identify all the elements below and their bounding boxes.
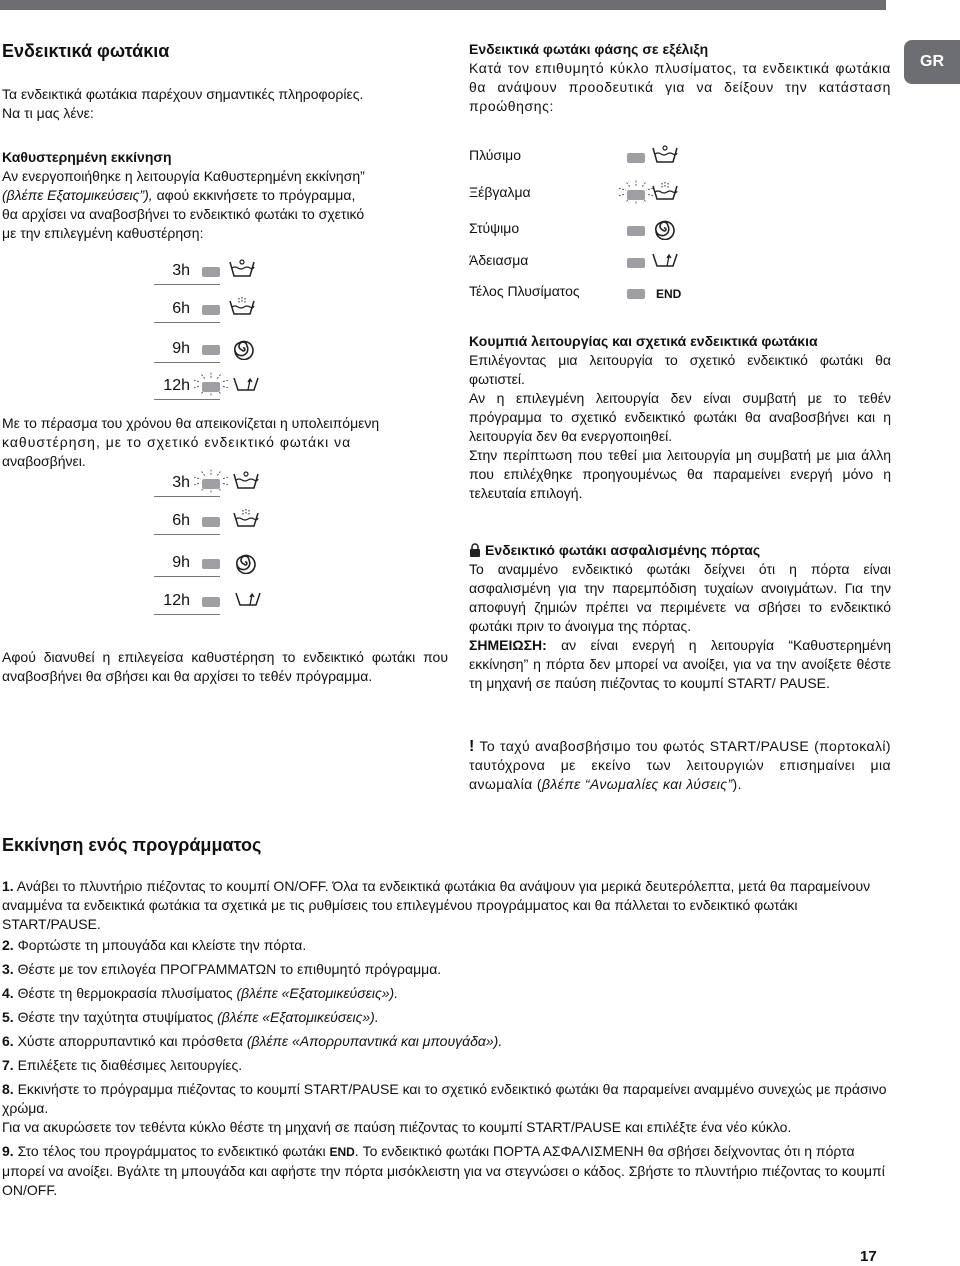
step-text: Στο τέλος του προγράμματος το ενδεικτικό φωτάκι xyxy=(13,1143,330,1159)
buttons-section xyxy=(469,332,891,503)
step-text: Ανάβει το πλυντήριο πιέζοντας το κουμπί ON/OFF. Όλα τα ενδεικτικά φωτάκια θα ανάψουν για μερικά δευτερόλεπτα, μετά θα παραμείνουν αναμμένα τα ενδεικτικά φωτάκια τα σχετικά με τις ρυθμίσεις του επιλεγμένου προγράμματος και θα πάλλεται το ενδεικτικό φωτάκι START/PAUSE. xyxy=(2,878,871,932)
step-number: 8. xyxy=(2,1081,14,1097)
warning-icon: ! xyxy=(469,738,475,755)
start-steps xyxy=(2,877,892,1200)
delay-label: 6h xyxy=(172,300,190,317)
drain-icon xyxy=(234,589,262,609)
delay-label: 3h xyxy=(172,262,190,279)
phase-text: Κατά τον επιθυμητό κύκλο πλυσίματος, τα ενδεικτικά φωτάκια θα ανάψουν προοδευτικά για να δείξουν την κατάσταση προώθησης: xyxy=(469,60,891,114)
delay-text-1: Αν ενεργοποιήθηκε η λειτουργία Καθυστερημένη εκκίνηση” xyxy=(2,168,365,184)
intro-line-2: Να τι μας λένε: xyxy=(2,105,94,121)
end-icon: END xyxy=(656,287,682,301)
step-number: 5. xyxy=(2,1009,14,1025)
led-indicator xyxy=(202,517,220,527)
led-indicator-flashing xyxy=(627,190,645,200)
delay-text-2-rest: αφού εκκινήσετε το πρόγραμμα, xyxy=(152,187,356,203)
start-section xyxy=(2,834,892,856)
led-indicator xyxy=(202,305,220,315)
phase-label: Άδειασμα xyxy=(469,252,529,268)
rinse-icon xyxy=(651,182,679,202)
buttons-heading: Κουμπιά λειτουργίας και σχετικά ενδεικτικά φωτάκια xyxy=(469,333,818,349)
section-title-indicators: Ενδεικτικά φωτάκια xyxy=(2,41,170,61)
delay-row-12h xyxy=(150,377,280,397)
led-indicator-flashing xyxy=(202,382,220,392)
step-text: Θέστε την ταχύτητα στυψίματος xyxy=(13,1009,218,1025)
led-indicator xyxy=(627,289,645,299)
phase-label: Στύψιμο xyxy=(469,220,520,236)
delay-label: 6h xyxy=(172,512,190,529)
step-number: 7. xyxy=(2,1057,14,1073)
delay-label: 9h xyxy=(172,340,190,357)
delay-row-12h xyxy=(150,592,280,612)
step-number: 9. xyxy=(2,1143,14,1159)
delay-label: 9h xyxy=(172,554,190,571)
rinse-icon xyxy=(232,509,260,529)
note-paragraph xyxy=(469,636,891,693)
phase-row-wash xyxy=(469,147,849,169)
delay-row-9h xyxy=(150,554,280,574)
buttons-paragraph-2: Αν η επιλεγμένη λειτουργία δεν είναι συμβατή με το τεθέν πρόγραμμα το σχετικό ενδεικτικό φωτάκι θα αναβοσβήνει και η λειτουργία δεν θα ενεργοποιηθεί. xyxy=(469,390,891,444)
step-number: 6. xyxy=(2,1033,14,1049)
step-number: 2. xyxy=(2,937,14,953)
delay-label: 12h xyxy=(163,377,190,394)
warning-end: ). xyxy=(732,776,742,792)
phase-label: Πλύσιμο xyxy=(469,147,522,163)
led-indicator xyxy=(202,267,220,277)
delay-label: 12h xyxy=(163,592,190,609)
passing-section xyxy=(2,414,452,471)
led-indicator-flashing xyxy=(202,479,220,489)
passing-text-3: αναβοσβήνει. xyxy=(2,453,86,469)
buttons-paragraph-3: Στην περίπτωση που τεθεί μια λειτουργία μη συμβατή με μια άλλη που επιλέχθηκε προηγουμένως θα παραμείνει ενεργή μόνο η τελευταία επιλογή. xyxy=(469,447,891,501)
passing-text-2: καθυστέρηση, με το σχετικό ενδεικτικό φωτάκι να xyxy=(2,434,352,450)
spin-icon xyxy=(234,552,256,574)
step-8 xyxy=(2,1080,892,1118)
spin-icon xyxy=(653,218,675,240)
led-indicator xyxy=(627,226,645,236)
led-indicator xyxy=(202,597,220,607)
step-6 xyxy=(2,1032,892,1051)
phase-label: Τέλος Πλυσίματος xyxy=(469,283,580,299)
step-2 xyxy=(2,936,892,955)
step-text: Θέστε με τον επιλογέα ΠΡΟΓΡΑΜΜΑΤΩΝ το επιθυμητό πρόγραμμα. xyxy=(13,961,442,977)
wash-icon xyxy=(228,259,256,279)
buttons-paragraph-1: Επιλέγοντας μια λειτουργία το σχετικό ενδεικτικό φωτάκι θα φωτιστεί. xyxy=(469,352,891,387)
drain-icon xyxy=(232,374,260,394)
end-icon: END xyxy=(329,1145,355,1159)
lock-heading-line xyxy=(469,541,891,560)
lock-icon xyxy=(469,543,481,557)
led-indicator xyxy=(627,153,645,163)
step-3 xyxy=(2,960,892,979)
delay-row-6h xyxy=(150,512,280,532)
warning-section xyxy=(469,737,891,794)
step-4 xyxy=(2,984,892,1003)
lock-section xyxy=(469,541,891,693)
wash-icon xyxy=(651,145,679,165)
delay-row-3h xyxy=(150,474,280,494)
rinse-icon xyxy=(228,297,256,317)
step-number: 3. xyxy=(2,961,14,977)
step-text-italic: (βλέπε «Εξατομικεύσεις»). xyxy=(217,1009,379,1025)
top-bar xyxy=(0,0,886,10)
step-text: . Το ενδεικτικό φωτάκι ΠΟΡΤΑ ΑΣΦΑΛΙΣΜΕΝΗ θα σβήσει δείχνοντας ότι η πόρτα μπορεί να ανοίξει. Βγάλτε τη μπουγάδα και αφήστε την πόρτα μισόκλειστη για να στεγνώσει ο κάδος. Σβήστε το πλυντήριο πιέζοντας το κουμπί ON/OFF. xyxy=(2,1143,885,1198)
delay-indicator-group-b xyxy=(150,474,280,614)
step-5 xyxy=(2,1008,892,1027)
drain-icon xyxy=(651,250,679,270)
step-text-italic: (βλέπε «Απορρυπαντικά και μπουγάδα»). xyxy=(246,1033,503,1049)
page-number: 17 xyxy=(860,1248,877,1265)
step-9 xyxy=(2,1142,892,1200)
phase-section xyxy=(469,40,891,116)
lock-heading: Ενδεικτικό φωτάκι ασφαλισμένης πόρτας xyxy=(485,542,761,558)
step-text: Φορτώστε τη μπουγάδα και κλείστε την πόρτα. xyxy=(13,937,307,953)
after-text: Αφού διανυθεί η επιλεγείσα καθυστέρηση το ενδεικτικό φωτάκι που αναβοσβήνει θα σβήσει και θα αρχίσει το τεθέν πρόγραμμα. xyxy=(2,649,448,684)
delay-text-2-italic: (βλέπε Εξατομικεύσεις”), xyxy=(2,187,153,203)
phase-row-spin xyxy=(469,220,849,242)
phase-row-drain xyxy=(469,252,849,274)
delay-row-9h xyxy=(150,340,280,360)
led-indicator xyxy=(202,345,220,355)
step-number: 1. xyxy=(2,878,14,894)
warning-italic: βλέπε “Ανωμαλίες και λύσεις” xyxy=(541,776,733,792)
warning-text: Το ταχύ αναβοσβήσιμο του φωτός START/PAUSE (πορτοκαλί) ταυτόχρονα με εκείνο των λειτουργιών επισημαίνει μια ανωμαλία ( xyxy=(469,738,891,792)
delay-text-3: θα αρχίσει να αναβοσβήνει το ενδεικτικό φωτάκι το σχετικό xyxy=(2,206,365,222)
step-number: 4. xyxy=(2,985,14,1001)
delay-section xyxy=(2,148,452,243)
phase-label: Ξέβγαλμα xyxy=(469,184,531,200)
lock-paragraph: Το αναμμένο ενδεικτικό φωτάκι δείχνει ότι η πόρτα είναι ασφαλισμένη για την παρεμπόδιση τυχαίων ανοιγμάτων. Για την αποφυγή ζημιών πρέπει να περιμένετε να σβήσει το ενδεικτικό φωτάκι πριν το άνοιγμα της πόρτας. xyxy=(469,561,891,634)
language-tab: GR xyxy=(904,40,960,84)
phase-row-rinse xyxy=(469,184,849,206)
delay-heading: Καθυστερημένη εκκίνηση xyxy=(2,149,172,165)
note-text: αν είναι ενεργή η λειτουργία “Καθυστερημένη εκκίνηση” η πόρτα δεν μπορεί να ανοίξει, για να την ανοίξετε θέστε τη μηχανή σε παύση πιέζοντας το κουμπί START/ PAUSE. xyxy=(469,637,891,691)
wash-icon xyxy=(232,471,260,491)
step-text-italic: (βλέπε «Εξατομικεύσεις»). xyxy=(236,985,399,1001)
step-text: Χύστε απορρυπαντικό και πρόσθετα xyxy=(13,1033,247,1049)
start-title: Εκκίνηση ενός προγράμματος xyxy=(2,835,262,855)
step-8b: Για να ακυρώσετε τον τεθέντα κύκλο θέστε τη μηχανή σε παύση πιέζοντας το κουμπί START/PAUSE και επιλέξτε ένα νέο κύκλο. xyxy=(2,1119,792,1135)
passing-text-1: Με το πέρασμα του χρόνου θα απεικονίζεται η υπολειπόμενη xyxy=(2,415,380,431)
left-column xyxy=(2,40,452,123)
note-label: ΣΗΜΕΙΩΣΗ: xyxy=(469,637,547,653)
step-text: Θέστε τη θερμοκρασία πλυσίματος xyxy=(13,985,237,1001)
step-text: Επιλέξετε τις διαθέσιμες λειτουργίες. xyxy=(13,1057,243,1073)
phase-heading: Ενδεικτικά φωτάκι φάσης σε εξέλιξη xyxy=(469,41,709,57)
delay-row-6h xyxy=(150,300,280,320)
delay-label: 3h xyxy=(172,474,190,491)
intro-line-1: Τα ενδεικτικά φωτάκια παρέχουν σημαντικές πληροφορίες. xyxy=(2,86,364,102)
led-indicator xyxy=(627,258,645,268)
delay-text-4: με την επιλεγμένη καθυστέρηση: xyxy=(2,225,204,241)
phase-row-end xyxy=(469,283,849,305)
spin-icon xyxy=(232,338,254,360)
delay-text-2 xyxy=(2,186,452,205)
step-text: Εκκινήστε το πρόγραμμα πιέζοντας το κουμπί START/PAUSE και το σχετικό ενδεικτικό φωτάκι θα παραμείνει αναμμένο συνεχώς με πράσινο χρώμα. xyxy=(2,1081,887,1116)
delay-indicator-group-a xyxy=(150,262,280,402)
step-1 xyxy=(2,877,892,934)
step-7 xyxy=(2,1056,892,1075)
warning-paragraph xyxy=(469,737,891,794)
delay-row-3h xyxy=(150,262,280,282)
led-indicator xyxy=(202,559,220,569)
